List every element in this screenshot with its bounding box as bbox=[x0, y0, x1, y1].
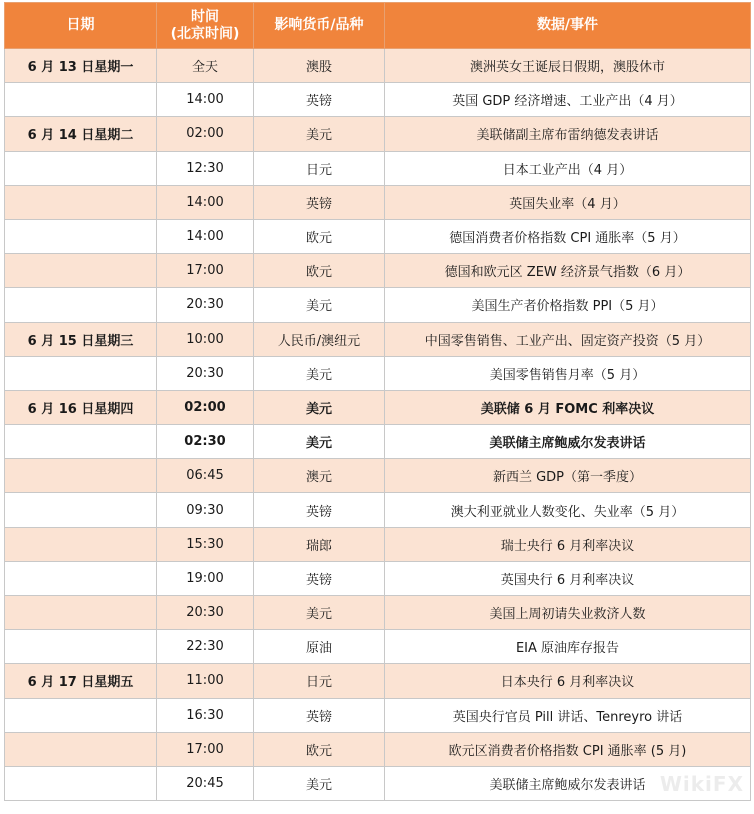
time-cell: 全天 bbox=[157, 49, 254, 83]
event-cell: 美国零售销售月率（5 月） bbox=[385, 356, 751, 390]
currency-cell: 美元 bbox=[254, 356, 385, 390]
currency-cell: 美元 bbox=[254, 288, 385, 322]
time-cell: 14:00 bbox=[157, 83, 254, 117]
event-cell: 英国央行官员 Pill 讲话、Tenreyro 讲话 bbox=[385, 698, 751, 732]
table-body bbox=[5, 49, 751, 801]
currency-cell: 欧元 bbox=[254, 732, 385, 766]
currency-cell: 美元 bbox=[254, 390, 385, 424]
table-row bbox=[5, 732, 751, 766]
economic-calendar-table bbox=[4, 2, 751, 801]
currency-cell: 美元 bbox=[254, 425, 385, 459]
date-cell bbox=[5, 83, 157, 117]
event-cell: 美联储主席鲍威尔发表讲话 bbox=[385, 425, 751, 459]
table-header-row bbox=[5, 3, 751, 49]
time-cell: 17:00 bbox=[157, 254, 254, 288]
table-row bbox=[5, 151, 751, 185]
header-currency: 影响货币/品种 bbox=[254, 3, 385, 49]
table-row bbox=[5, 219, 751, 253]
table-row bbox=[5, 356, 751, 390]
event-cell: 日本央行 6 月利率决议 bbox=[385, 664, 751, 698]
watermark-text: WikiFX bbox=[659, 772, 744, 796]
event-cell: 中国零售销售、工业产出、固定资产投资（5 月） bbox=[385, 322, 751, 356]
date-cell bbox=[5, 596, 157, 630]
currency-cell: 美元 bbox=[254, 766, 385, 800]
currency-cell: 英镑 bbox=[254, 561, 385, 595]
time-cell: 16:30 bbox=[157, 698, 254, 732]
table-row bbox=[5, 493, 751, 527]
date-cell bbox=[5, 254, 157, 288]
event-cell: 英国 GDP 经济增速、工业产出（4 月） bbox=[385, 83, 751, 117]
time-cell: 22:30 bbox=[157, 630, 254, 664]
table-row bbox=[5, 527, 751, 561]
currency-cell: 欧元 bbox=[254, 219, 385, 253]
currency-cell: 美元 bbox=[254, 117, 385, 151]
event-cell: 日本工业产出（4 月） bbox=[385, 151, 751, 185]
event-cell: 英国失业率（4 月） bbox=[385, 185, 751, 219]
table-row bbox=[5, 117, 751, 151]
time-cell: 14:00 bbox=[157, 219, 254, 253]
currency-cell: 澳股 bbox=[254, 49, 385, 83]
date-cell: 6 月 17 日星期五 bbox=[5, 664, 157, 698]
date-cell bbox=[5, 630, 157, 664]
event-cell: 澳洲英女王诞辰日假期，澳股休市 bbox=[385, 49, 751, 83]
table-row bbox=[5, 322, 751, 356]
date-cell: 6 月 15 日星期三 bbox=[5, 322, 157, 356]
currency-cell: 英镑 bbox=[254, 185, 385, 219]
date-cell bbox=[5, 493, 157, 527]
event-cell: 德国消费者价格指数 CPI 通胀率（5 月） bbox=[385, 219, 751, 253]
date-cell bbox=[5, 185, 157, 219]
event-cell: 美联储 6 月 FOMC 利率决议 bbox=[385, 390, 751, 424]
time-cell: 06:45 bbox=[157, 459, 254, 493]
date-cell: 6 月 13 日星期一 bbox=[5, 49, 157, 83]
currency-cell: 英镑 bbox=[254, 493, 385, 527]
table-row bbox=[5, 596, 751, 630]
currency-cell: 原油 bbox=[254, 630, 385, 664]
table-row bbox=[5, 698, 751, 732]
event-cell: 欧元区消费者价格指数 CPI 通胀率 (5 月) bbox=[385, 732, 751, 766]
table-row bbox=[5, 185, 751, 219]
time-cell: 12:30 bbox=[157, 151, 254, 185]
watermark-logo bbox=[660, 772, 744, 796]
event-cell: 美国生产者价格指数 PPI（5 月） bbox=[385, 288, 751, 322]
time-cell: 20:45 bbox=[157, 766, 254, 800]
time-cell: 11:00 bbox=[157, 664, 254, 698]
date-cell bbox=[5, 561, 157, 595]
header-event: 数据/事件 bbox=[385, 3, 751, 49]
date-cell: 6 月 16 日星期四 bbox=[5, 390, 157, 424]
date-cell bbox=[5, 698, 157, 732]
table-row bbox=[5, 390, 751, 424]
time-cell: 14:00 bbox=[157, 185, 254, 219]
table-row bbox=[5, 766, 751, 800]
date-cell: 6 月 14 日星期二 bbox=[5, 117, 157, 151]
event-cell: 新西兰 GDP（第一季度） bbox=[385, 459, 751, 493]
currency-cell: 美元 bbox=[254, 596, 385, 630]
date-cell bbox=[5, 527, 157, 561]
event-cell: 美联储副主席布雷纳德发表讲话 bbox=[385, 117, 751, 151]
date-cell bbox=[5, 766, 157, 800]
time-cell: 20:30 bbox=[157, 288, 254, 322]
time-cell: 15:30 bbox=[157, 527, 254, 561]
time-cell: 09:30 bbox=[157, 493, 254, 527]
currency-cell: 瑞郎 bbox=[254, 527, 385, 561]
header-time-line1: 时间 bbox=[191, 8, 219, 25]
time-cell: 02:00 bbox=[157, 117, 254, 151]
date-cell bbox=[5, 356, 157, 390]
event-cell: EIA 原油库存报告 bbox=[385, 630, 751, 664]
time-cell: 02:00 bbox=[157, 390, 254, 424]
table-row bbox=[5, 288, 751, 322]
date-cell bbox=[5, 459, 157, 493]
header-date: 日期 bbox=[5, 3, 157, 49]
event-cell: 德国和欧元区 ZEW 经济景气指数（6 月） bbox=[385, 254, 751, 288]
date-cell bbox=[5, 425, 157, 459]
table-row bbox=[5, 83, 751, 117]
event-cell: 瑞士央行 6 月利率决议 bbox=[385, 527, 751, 561]
time-cell: 19:00 bbox=[157, 561, 254, 595]
time-cell: 17:00 bbox=[157, 732, 254, 766]
table-row bbox=[5, 254, 751, 288]
date-cell bbox=[5, 732, 157, 766]
time-cell: 10:00 bbox=[157, 322, 254, 356]
event-cell: 美国上周初请失业救济人数 bbox=[385, 596, 751, 630]
event-cell: 澳大利亚就业人数变化、失业率（5 月） bbox=[385, 493, 751, 527]
table-row bbox=[5, 425, 751, 459]
currency-cell: 人民币/澳纽元 bbox=[254, 322, 385, 356]
header-time-line2: (北京时间) bbox=[170, 25, 240, 42]
currency-cell: 欧元 bbox=[254, 254, 385, 288]
table-row bbox=[5, 49, 751, 83]
time-cell: 02:30 bbox=[157, 425, 254, 459]
time-cell: 20:30 bbox=[157, 596, 254, 630]
currency-cell: 日元 bbox=[254, 151, 385, 185]
event-cell: 美联储主席鲍威尔发表讲话 bbox=[385, 766, 751, 800]
currency-cell: 英镑 bbox=[254, 698, 385, 732]
currency-cell: 英镑 bbox=[254, 83, 385, 117]
table-row bbox=[5, 664, 751, 698]
currency-cell: 日元 bbox=[254, 664, 385, 698]
date-cell bbox=[5, 288, 157, 322]
header-time bbox=[157, 3, 254, 49]
table-row bbox=[5, 561, 751, 595]
date-cell bbox=[5, 151, 157, 185]
currency-cell: 澳元 bbox=[254, 459, 385, 493]
table-row bbox=[5, 630, 751, 664]
table-row bbox=[5, 459, 751, 493]
event-cell: 英国央行 6 月利率决议 bbox=[385, 561, 751, 595]
date-cell bbox=[5, 219, 157, 253]
time-cell: 20:30 bbox=[157, 356, 254, 390]
